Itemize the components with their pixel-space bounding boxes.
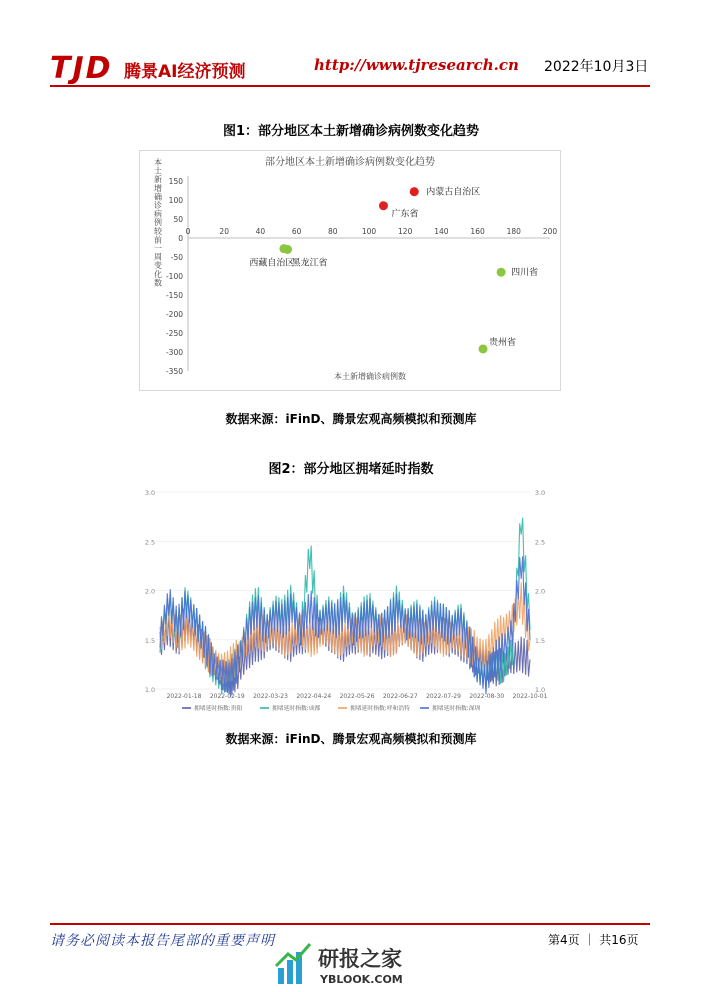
y-tick-label-left: 2.0 bbox=[144, 587, 156, 596]
x-tick-label: 100 bbox=[361, 227, 377, 236]
x-tick-label: 140 bbox=[434, 227, 449, 236]
y-tick-label: -50 bbox=[170, 253, 183, 262]
y-tick-label: -250 bbox=[165, 329, 183, 338]
y-tick-label: 50 bbox=[173, 215, 183, 224]
y-tick-label: -200 bbox=[165, 310, 183, 319]
y-tick-label-right: 3.0 bbox=[534, 489, 546, 497]
header-rule bbox=[50, 85, 650, 87]
point-label: 内蒙古自治区 bbox=[426, 187, 481, 198]
header-date: 2022年10月3日 bbox=[544, 59, 649, 75]
figure1-caption: 图1：部分地区本土新增确诊病例数变化趋势 bbox=[222, 124, 480, 139]
x-tick-label: 2022-02-19 bbox=[209, 693, 245, 700]
figure2-caption: 图2：部分地区拥堵延时指数 bbox=[268, 462, 434, 477]
logo-name: 腾景AI经济预测 bbox=[124, 62, 246, 82]
y-tick-label-left: 1.5 bbox=[144, 636, 156, 645]
point-label: 黑龙江省 bbox=[291, 258, 328, 269]
legend-label: 拥堵延时指数:贵阳 bbox=[194, 706, 243, 712]
scatter-chart bbox=[140, 151, 560, 390]
scatter-point bbox=[497, 268, 506, 277]
tjd-logo bbox=[50, 50, 280, 84]
chart-bars-icon bbox=[276, 944, 310, 984]
watermark-logo bbox=[272, 938, 432, 988]
y-axis-label: 本土新增确诊病例较前一周变化数 bbox=[154, 158, 162, 288]
y-tick-label-right: 1.0 bbox=[534, 686, 546, 694]
x-tick-label: 2022-05-26 bbox=[339, 693, 375, 700]
y-tick-label-right: 2.0 bbox=[534, 587, 546, 596]
watermark-en: YBLOOK.COM bbox=[320, 973, 403, 986]
x-tick-label: 160 bbox=[470, 227, 485, 236]
y-tick-label: -300 bbox=[165, 348, 183, 357]
scatter-point bbox=[410, 187, 419, 196]
y-tick-label-right: 2.5 bbox=[534, 538, 546, 547]
x-tick-label: 0 bbox=[185, 227, 191, 236]
x-tick-label: 180 bbox=[506, 227, 521, 236]
x-tick-label: 2022-04-24 bbox=[296, 693, 332, 700]
y-tick-label: -150 bbox=[165, 291, 183, 300]
scatter-point bbox=[283, 245, 292, 254]
x-tick-label: 2022-03-23 bbox=[253, 693, 288, 700]
legend-label: 拥堵延时指数:深圳 bbox=[432, 706, 481, 712]
y-tick-label: 150 bbox=[168, 177, 183, 186]
y-tick-label: 0 bbox=[178, 234, 183, 243]
x-tick-label: 40 bbox=[255, 227, 266, 236]
y-tick-label-left: 2.5 bbox=[144, 538, 156, 547]
x-tick-label: 200 bbox=[542, 227, 558, 236]
x-tick-label: 2022-06-27 bbox=[382, 693, 418, 700]
scatter-point bbox=[479, 344, 488, 353]
x-tick-label: 60 bbox=[291, 227, 302, 236]
legend-label: 拥堵延时指数:呼和浩特 bbox=[350, 706, 410, 712]
x-tick-label: 2022-10-01 bbox=[512, 693, 548, 700]
figure1-source: 数据来源：iFinD、腾景宏观高频模拟和预测库 bbox=[225, 412, 477, 426]
y-tick-label-left: 3.0 bbox=[144, 489, 156, 497]
legend-label: 拥堵延时指数:成都 bbox=[272, 706, 321, 712]
x-tick-label: 20 bbox=[219, 227, 229, 236]
x-tick-label: 120 bbox=[398, 227, 413, 236]
scatter-chart-frame bbox=[139, 150, 561, 391]
chart-title: 部分地区本土新增确诊病例数变化趋势 bbox=[265, 157, 435, 168]
x-tick-label: 80 bbox=[328, 227, 338, 236]
logo-letters: TJD bbox=[50, 51, 113, 84]
x-tick-label: 2022-07-29 bbox=[426, 693, 461, 700]
point-label: 广东省 bbox=[391, 209, 419, 220]
y-tick-label-right: 1.5 bbox=[534, 636, 546, 645]
point-label: 西藏自治区 bbox=[249, 258, 295, 269]
footer-rule bbox=[50, 923, 650, 925]
watermark-cn: 研报之家 bbox=[318, 947, 402, 971]
line-chart bbox=[140, 484, 560, 714]
footer-notice: 请务必阅读本报告尾部的重要声明 bbox=[50, 933, 275, 949]
y-tick-label: -100 bbox=[165, 272, 183, 281]
x-tick-label: 2022-01-18 bbox=[166, 693, 202, 700]
page-number: 第4页 ｜ 共16页 bbox=[548, 933, 639, 947]
point-label: 四川省 bbox=[511, 268, 539, 279]
scatter-point bbox=[379, 201, 388, 210]
figure2-source: 数据来源：iFinD、腾景宏观高频模拟和预测库 bbox=[225, 732, 477, 746]
y-tick-label: -350 bbox=[165, 367, 183, 376]
line-chart-frame bbox=[140, 484, 560, 714]
x-tick-label: 2022-08-30 bbox=[469, 693, 505, 700]
point-label: 贵州省 bbox=[489, 337, 517, 348]
x-axis-label: 本土新增确诊病例数 bbox=[334, 372, 406, 381]
header-url[interactable]: http://www.tjresearch.cn bbox=[314, 56, 519, 74]
y-tick-label: 100 bbox=[168, 196, 183, 205]
y-tick-label-left: 1.0 bbox=[144, 686, 156, 694]
